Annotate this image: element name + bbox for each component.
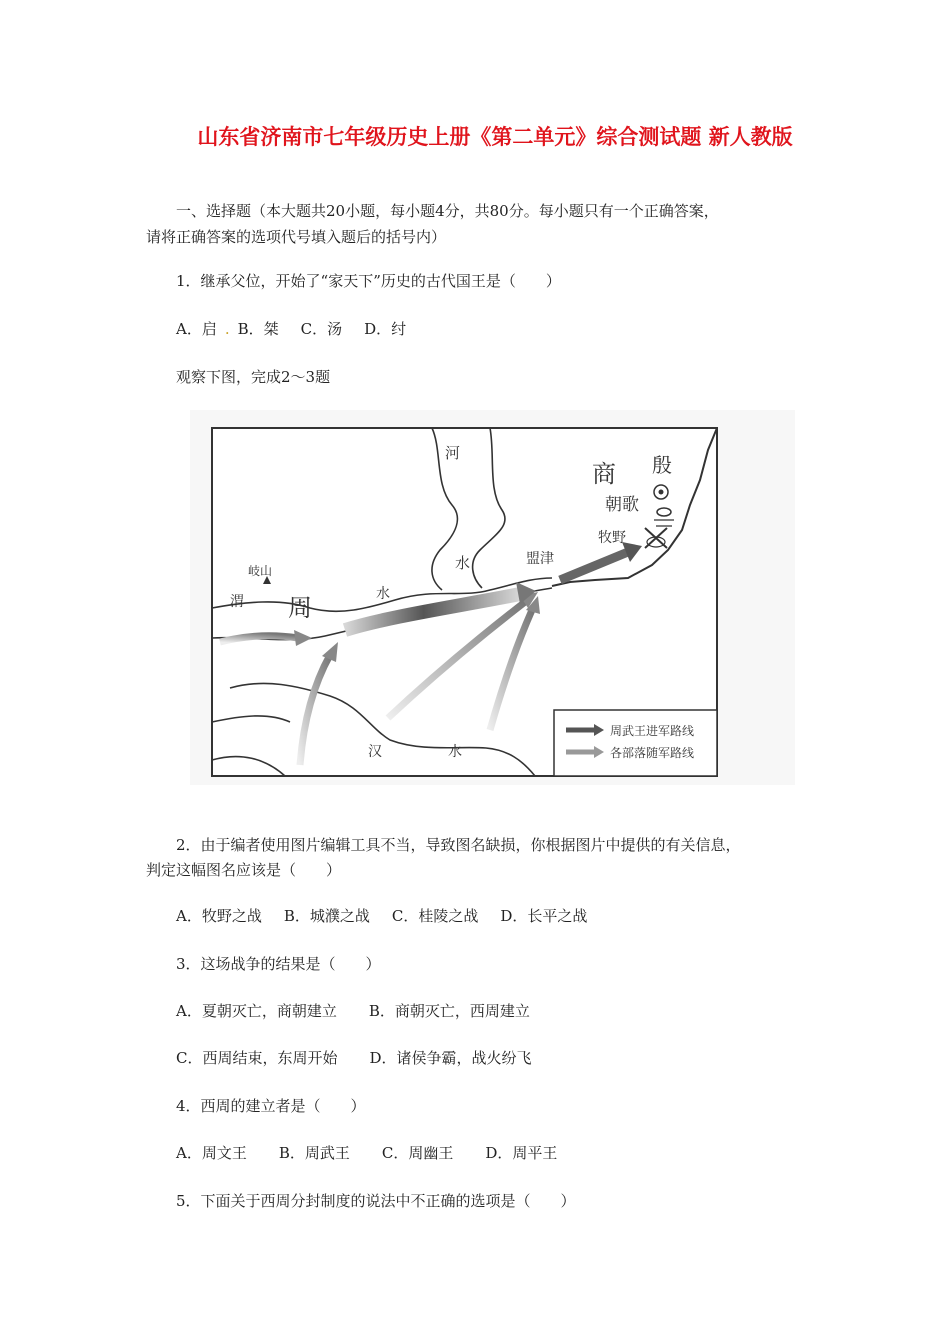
map-legend: [554, 710, 717, 776]
question-5: 5．下面关于西周分封制度的说法中不正确的选项是（ ）: [176, 1192, 576, 1210]
legend-tribe-route-label: 各部落随军路线: [610, 746, 695, 760]
option-b: B．桀: [237, 320, 279, 338]
option-d: D．纣: [364, 320, 407, 338]
label-shui-wei: 水: [376, 586, 390, 602]
option-c: C．周幽王: [381, 1144, 454, 1162]
question-2-options: [176, 903, 609, 929]
option-d: D．周平王: [485, 1144, 558, 1162]
label-qishan: 岐山: [248, 564, 273, 578]
label-zhou: 周: [288, 594, 312, 622]
option-c: C．桂陵之战: [391, 907, 479, 925]
question-1: 1．继承父位，开始了“家天下”历史的古代国王是（ ）: [176, 272, 561, 290]
battle-map: [190, 410, 795, 785]
question-4: 4．西周的建立者是（ ）: [176, 1097, 366, 1115]
label-shang: 商: [592, 460, 616, 488]
stray-dot: .: [224, 320, 230, 338]
option-d: D．长平之战: [500, 907, 588, 925]
label-shui-north: 水: [455, 554, 471, 572]
legend-main-route-label: 周武王进军路线: [610, 724, 695, 738]
label-wei: 渭: [230, 594, 244, 610]
option-c: C．西周结束，东周开始: [176, 1049, 338, 1067]
option-a: A．启: [176, 320, 217, 338]
question-3: 3．这场战争的结果是（ ）: [176, 955, 381, 973]
option-a: A．周文王: [176, 1144, 247, 1162]
option-b: B．周武王: [278, 1144, 350, 1162]
label-zhaoge: 朝歌: [605, 495, 639, 515]
label-shui-han: 水: [448, 744, 462, 760]
question-2-cont: 判定这幅图名应该是（ ）: [146, 861, 342, 879]
question-3-options-row2: [176, 1045, 554, 1071]
map-instruction: 观察下图，完成2～3题: [176, 368, 331, 386]
question-3-options-row1: [176, 998, 552, 1024]
question-1-options: [176, 316, 428, 342]
label-he: 河: [445, 444, 461, 462]
section-heading: 一、选择题（本大题共20小题，每小题4分，共80分。每小题只有一个正确答案，: [176, 202, 719, 220]
label-han: 汉: [368, 744, 382, 760]
question-2: 2．由于编者使用图片编辑工具不当，导致图名缺损，你根据图片中提供的有关信息，: [176, 836, 741, 854]
question-4-options: [176, 1140, 579, 1166]
option-d: D．诸侯争霸，战火纷飞: [369, 1049, 532, 1067]
label-mengjin: 盟津: [526, 551, 554, 567]
section-heading-cont: 请将正确答案的选项代号填入题后的括号内）: [146, 228, 447, 246]
option-a: A．牧野之战: [176, 907, 262, 925]
label-yin: 殷: [652, 453, 672, 477]
label-muye: 牧野: [598, 530, 626, 546]
yin-capital-dot: [659, 490, 664, 495]
option-c: C．汤: [300, 320, 343, 338]
page-title: 山东省济南市七年级历史上册《第二单元》综合测试题 新人教版: [197, 125, 793, 149]
option-a: A．夏朝灭亡，商朝建立: [176, 1002, 337, 1020]
option-b: B．城濮之战: [283, 907, 370, 925]
option-b: B．商朝灭亡，西周建立: [368, 1002, 530, 1020]
